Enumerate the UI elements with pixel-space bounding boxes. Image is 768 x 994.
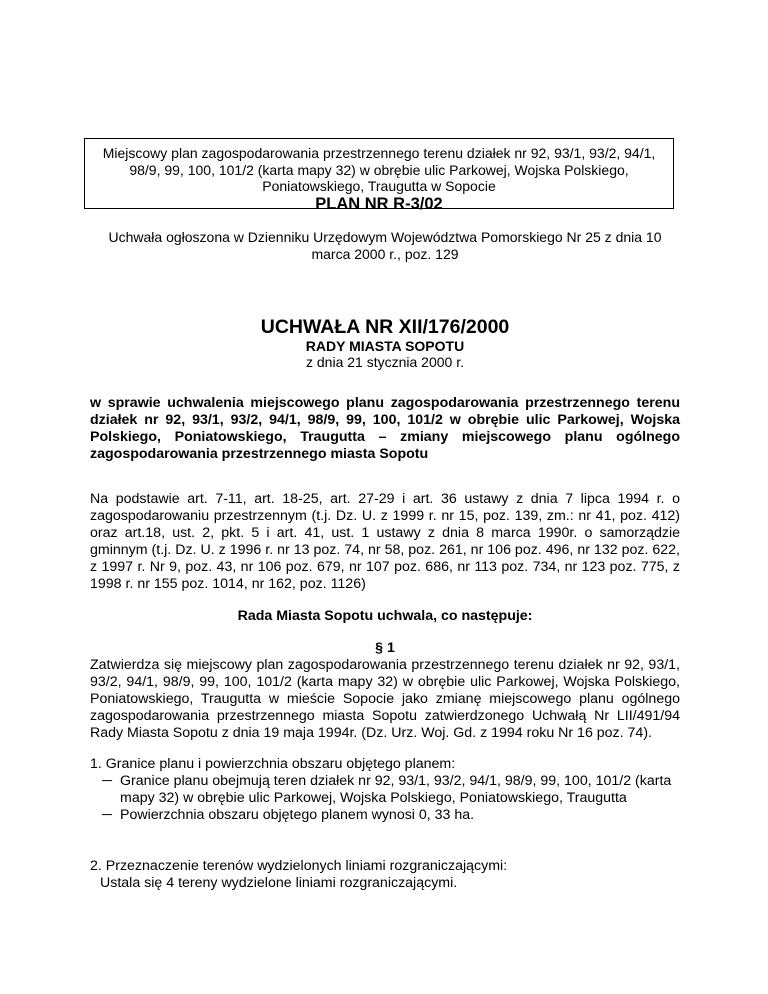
- legal-basis: Na podstawie art. 7-11, art. 18-25, art. 27-29 i art. 36 ustawy z dnia 7 lipca 1994 r. o zagospodarowaniu przestrzennym (t.j. Dz. U. z 1999 r. nr 15, poz. 139, zm.: nr 41, poz. 412) oraz art.18, ust. 2, pkt. 5 i art. 41, ust. 1 ustawy z dnia 8 marca 1990r. o samorządzie gminnym (t.j. Dz. U. z 1996 r. nr 13 poz. 74, nr 58, poz. 261, nr 106 poz. 496, nr 132 poz. 622, z 1997 r. Nr 9, poz. 43, nr 106 poz. 679, nr 107 poz. 686, nr 113 poz. 734, nr 123 poz. 775, z 1998 r. nr 155 poz. 1014, nr 162, poz. 1126): [90, 491, 680, 592]
- dash-bullet: ─: [101, 807, 112, 823]
- plan-description: Miejscowy plan zagospodarowania przestrzennego terenu działek nr 92, 93/1, 93/2, 94/1, 98/9, 99, 100, 101/2 (karta mapy 32) w obrębie ulic Parkowej, Wojska Polskiego, Poniatowskiego, Traugutta w Sopocie: [102, 145, 656, 194]
- section-1-text: Zatwierdza się miejscowy plan zagospodarowania przestrzennego terenu działek nr 92, 93/1, 93/2, 94/1, 98/9, 99, 100, 101/2 (karta mapy 32) w obrębie ulic Parkowej, Wojska Polskiego, Poniatowskiego, Traugutta w mieście Sopocie jako zmianę miejscowego planu ogólnego zagospodarowania przestrzennego miasta Sopotu zatwierdzonego Uchwałą Nr LII/491/94 Rady Miasta Sopotu z dnia 19 maja 1994r. (Dz. Urz. Woj. Gd. z 1994 roku Nr 16 poz. 74).: [90, 657, 680, 741]
- point-1-heading: 1. Granice planu i powierzchnia obszaru objętego planem:: [90, 756, 456, 772]
- resolution-heading: [90, 316, 680, 371]
- point-2: [90, 858, 680, 892]
- resolution-date: z dnia 21 stycznia 2000 r.: [306, 354, 464, 370]
- point-1: [90, 756, 680, 824]
- dash-bullet: ─: [101, 773, 112, 789]
- point-1-item-1: Granice planu obejmują teren działek nr 92, 93/1, 93/2, 94/1, 98/9, 99, 100, 101/2 (karta mapy 32) w obrębie ulic Parkowej, Wojska Polskiego, Poniatowskiego, Traugutta: [120, 773, 672, 806]
- plan-number: PLAN NR R-3/02: [315, 194, 443, 213]
- section-1-mark: § 1: [375, 640, 395, 656]
- list-item: [90, 807, 680, 824]
- resolution-council: RADY MIASTA SOPOTU: [305, 338, 465, 354]
- point-1-item-2: Powierzchnia obszaru objętego planem wynosi 0, 33 ha.: [120, 807, 475, 823]
- list-item: [90, 773, 680, 807]
- plan-header-box: [84, 138, 674, 213]
- resolution-title: UCHWAŁA NR XII/176/2000: [260, 316, 510, 338]
- decision-intro: Rada Miasta Sopotu uchwala, co następuje:: [237, 608, 533, 624]
- announcement: Uchwała ogłoszona w Dzienniku Urzędowym Województwa Pomorskiego Nr 25 z dnia 10 marca 2000 r., poz. 129: [108, 229, 662, 262]
- point-2-text: Ustala się 4 tereny wydzielone liniami rozgraniczającymi.: [100, 875, 458, 891]
- resolution-subject: w sprawie uchwalenia miejscowego planu zagospodarowania przestrzennego terenu działek nr 92, 93/1, 93/2, 94/1, 98/9, 99, 100, 101/2 w obrębie ulic Parkowej, Wojska Polskiego, Poniatowskiego, Traugutta – zmiany miejscowego planu ogólnego zagospodarowania przestrzennego miasta Sopotu: [90, 395, 680, 462]
- point-2-heading: 2. Przeznaczenie terenów wydzielonych liniami rozgraniczającymi:: [90, 858, 508, 874]
